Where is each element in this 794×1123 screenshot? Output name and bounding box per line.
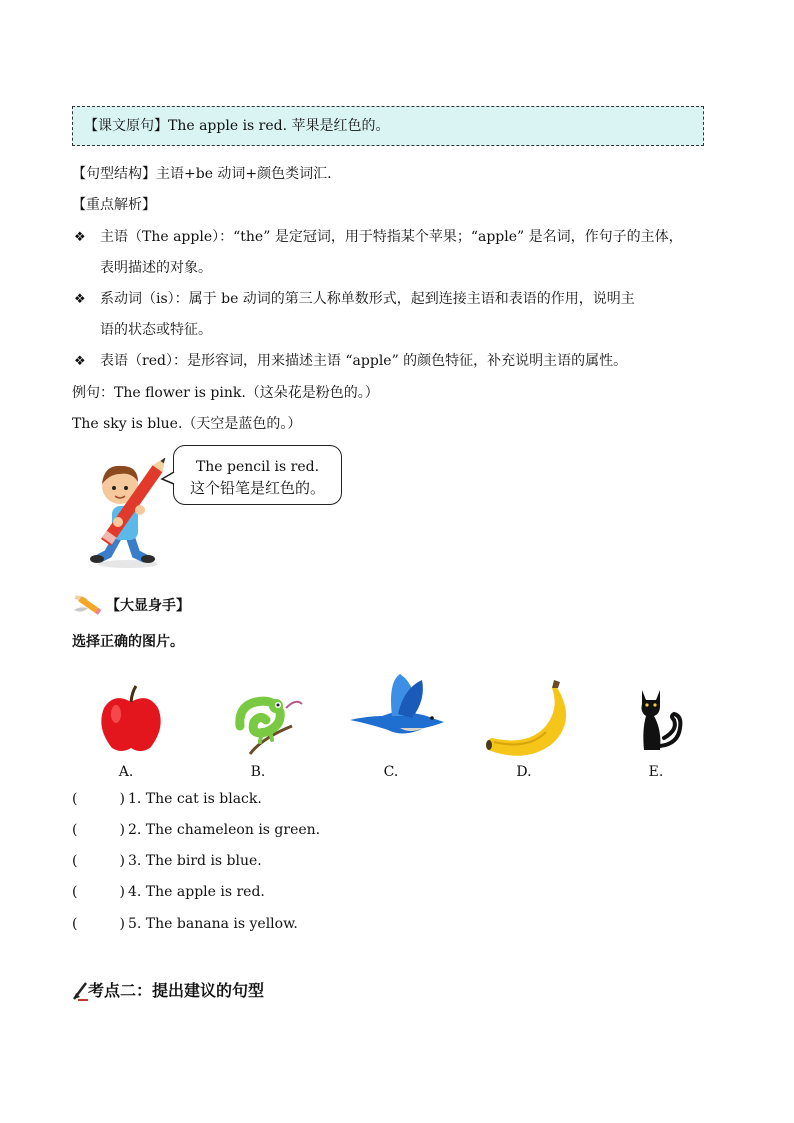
picture-label-a: A. xyxy=(118,764,134,780)
banana-icon xyxy=(482,680,576,760)
question-2: 2. The chameleon is green. xyxy=(128,822,321,838)
answer-blank-5[interactable]: ( ) xyxy=(72,916,125,932)
key-point-2-line2: 语的状态或特征。 xyxy=(100,322,212,338)
practice-heading: 【大显身手】 xyxy=(106,598,190,614)
lesson-sentence xyxy=(84,117,390,135)
answer-blank-2[interactable]: ( ) xyxy=(72,822,125,838)
sentence-structure xyxy=(72,165,332,183)
bird-icon xyxy=(348,672,446,744)
key-point-1-line2: 表明描述的对象。 xyxy=(100,260,212,276)
answer-blank-1[interactable]: ( ) xyxy=(72,791,125,807)
question-4: 4. The apple is red. xyxy=(128,884,265,900)
picture-label-c: C. xyxy=(383,764,399,780)
bullet-icon: ❖ xyxy=(74,292,86,307)
structure-tag: 【句型结构】 xyxy=(72,166,156,182)
key-point-3-line1: 表语（red）：是形容词，用来描述主语 “apple” 的颜色特征，补充说明主语的属性。 xyxy=(100,353,628,369)
key-point-2-line1: 系动词（is）：属于 be 动词的第三人称单数形式，起到连接主语和表语的作用，说明主 xyxy=(100,291,635,307)
practice-instruction: 选择正确的图片。 xyxy=(72,634,184,650)
bullet-icon: ❖ xyxy=(74,230,86,245)
question-3: 3. The bird is blue. xyxy=(128,853,262,869)
picture-label-e: E. xyxy=(648,764,664,780)
apple-icon xyxy=(98,684,164,754)
speech-line-2: 这个铅笔是红色的。 xyxy=(189,479,325,497)
key-points-heading: 【重点解析】 xyxy=(72,197,156,213)
answer-blank-3[interactable]: ( ) xyxy=(72,853,125,869)
lesson-sentence-tag: 【课文原句】 xyxy=(84,118,168,134)
picture-label-b: B. xyxy=(250,764,266,780)
chameleon-icon xyxy=(232,686,304,756)
picture-label-d: D. xyxy=(516,764,532,780)
speech-line-1: The pencil is red. xyxy=(195,459,320,475)
answer-blank-4[interactable]: ( ) xyxy=(72,884,125,900)
cat-icon xyxy=(634,686,690,752)
question-5: 5. The banana is yellow. xyxy=(128,916,298,932)
bullet-icon: ❖ xyxy=(74,354,86,369)
pencil-icon xyxy=(72,592,106,618)
example-2: The sky is blue.（天空是蓝色的。） xyxy=(72,416,302,432)
example-1: 例句：The flower is pink.（这朵花是粉色的。） xyxy=(72,385,379,401)
section-title: 考点二：提出建议的句型 xyxy=(88,981,265,1000)
structure-text: 主语+be 动词+颜色类词汇. xyxy=(156,166,332,182)
lesson-sentence-text: The apple is red. 苹果是红色的。 xyxy=(168,118,390,134)
key-point-1-line1: 主语（The apple）：“the” 是定冠词，用于特指某个苹果；“apple” 是名词，作句子的主体， xyxy=(100,229,683,245)
question-1: 1. The cat is black. xyxy=(128,791,262,807)
